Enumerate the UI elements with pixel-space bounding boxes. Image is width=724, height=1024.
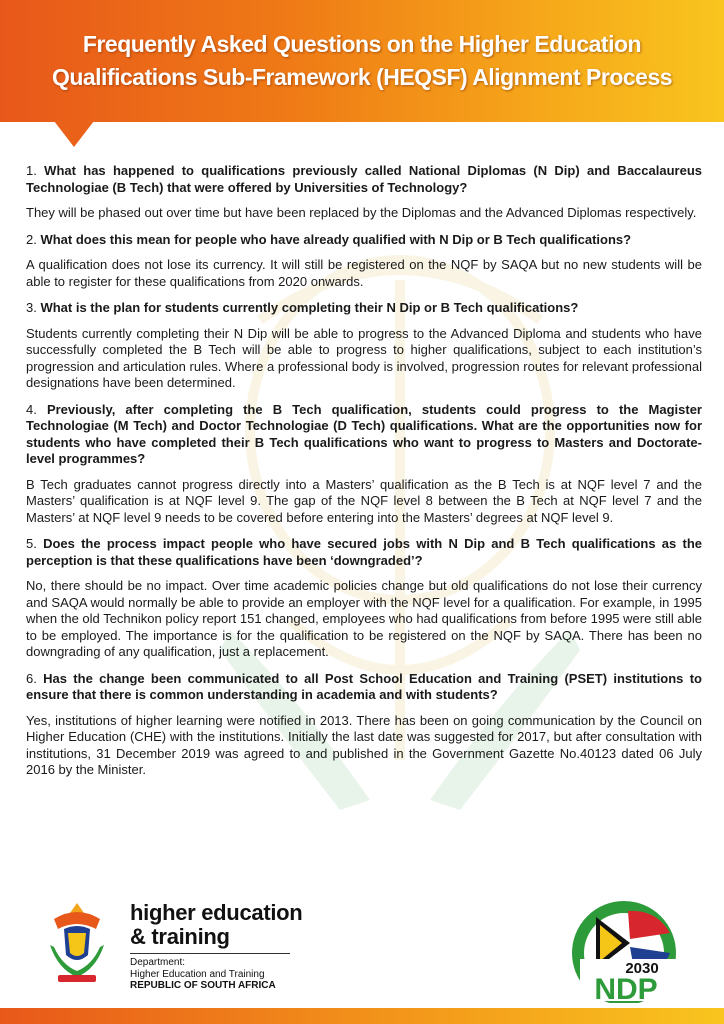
faq-item-2 [26,232,702,291]
title-line-1: Frequently Asked Questions on the Higher Education [82,31,642,57]
country-name: REPUBLIC OF SOUTH AFRICA [130,980,276,991]
faq-item-6 [26,671,702,779]
faq-item-5 [26,536,702,661]
ndp-text: NDP [594,973,658,1003]
ndp-year: 2030 [625,960,659,977]
brand-line-1: higher education [130,900,303,925]
page-title [0,28,724,94]
faq-question-3 [26,300,702,317]
faq-question-text: What has happened to qualifications previously called National Diplomas (N Dip) and Baccalaureus Technologiae (B Tech) that were offered by Universities of Technology? [26,163,702,195]
faq-number: 6. [26,670,37,686]
faq-answer-1: They will be phased out over time but have been replaced by the Diplomas and the Advanced Diplomas respectively. [26,205,697,220]
faq-answer-6: Yes, institutions of higher learning were notified in 2013. There has been on going communication by the Council on Higher Education (CHE) with the institutions. Initially the last date was suggested for 2017, but after consultation with institutions, 31 December 2019 was agreed to and published in the Government Gazette No.40123 dated 06 July 2016 by the Minister. [26,712,702,777]
faq-answer-3: Students currently completing their N Dip will be able to progress to the Advanced Diploma and students who have successfully completed the B Tech will be able to progress to higher qualifications, subject to each institution’s progression and articulation rules. Where a professional body is involved, progression routes for relevant professional designations have been determined. [26,325,702,390]
faq-number: 1. [26,163,37,178]
faq-list [26,163,702,789]
title-line-2: Qualifications Sub-Framework (HEQSF) Alignment Process [51,64,673,90]
faq-question-text: Previously, after completing the B Tech qualification, students could progress to the Magister Technologiae (M Tech) and Doctor Technologiae (D Tech) qualifications. What are the opportunities now for students who have completed their B Tech qualifications who want to progress to Masters and Doctorate-level programmes? [26,401,702,466]
department-brand [130,901,302,992]
faq-question-2 [26,232,702,249]
faq-number: 2. [26,231,37,247]
faq-question-6 [26,671,702,704]
faq-question-text: What does this mean for people who have already qualified with N Dip or B Tech qualifications? [40,231,632,247]
page-footer [0,893,724,1024]
faq-number: 5. [26,536,37,551]
faq-question-text: Has the change been communicated to all Post School Education and Training (PSET) institutions to ensure that there is common understanding in academia and with students? [26,670,702,702]
faq-question-1 [26,163,702,196]
faq-question-text: What is the plan for students currently completing their N Dip or B Tech qualifications? [40,300,579,315]
header-notch [54,121,94,147]
faq-answer-2: A qualification does not lose its currency. It will still be registered on the NQF by SAQA but no new students will be able to register for these qualifications from 2020 onwards. [26,257,702,289]
faq-item-1 [26,163,702,222]
faq-question-text: Does the process impact people who have secured jobs with N Dip and B Tech qualifications as the perception is that these qualifications have been ‘downgraded’? [26,536,702,568]
faq-number: 3. [26,300,37,315]
bottom-strip [0,1008,724,1024]
faq-answer-4: B Tech graduates cannot progress directly into a Masters’ qualification as the B Tech is at NQF level 7 and the Masters’ qualification is at NQF level 9. The gap of the NQF level 8 between the B Tech at NQF level 7 and the Masters’ at NQF level 9 needs to be covered before entering into the Masters’ degrees at NQF level 9. [26,476,702,525]
department-name: Higher Education and Training [130,968,265,980]
faq-number: 4. [26,401,37,417]
faq-question-5 [26,536,702,569]
page-header [0,0,724,122]
ndp-logo-icon [566,893,684,1003]
faq-answer-5: No, there should be no impact. Over time academic policies change but old qualifications do not lose their currency and SAQA would normally be able to provide an employer with the NQF level for a qualification. For example, in 1995 when the old Technikon policy report 151 changed, employees who had qualifications from before 1995 were still able to be employed. The importance is for the qualification to be registered on the NQF by SAQA. There has been no downgrading of any qualification, just a replacement. [26,578,702,659]
brand-divider [130,953,290,954]
faq-item-4 [26,402,702,527]
department-label: Department: [130,957,186,968]
faq-question-4 [26,402,702,468]
coat-of-arms-icon [44,899,110,985]
faq-item-3 [26,300,702,392]
brand-line-2: & training [130,924,230,949]
